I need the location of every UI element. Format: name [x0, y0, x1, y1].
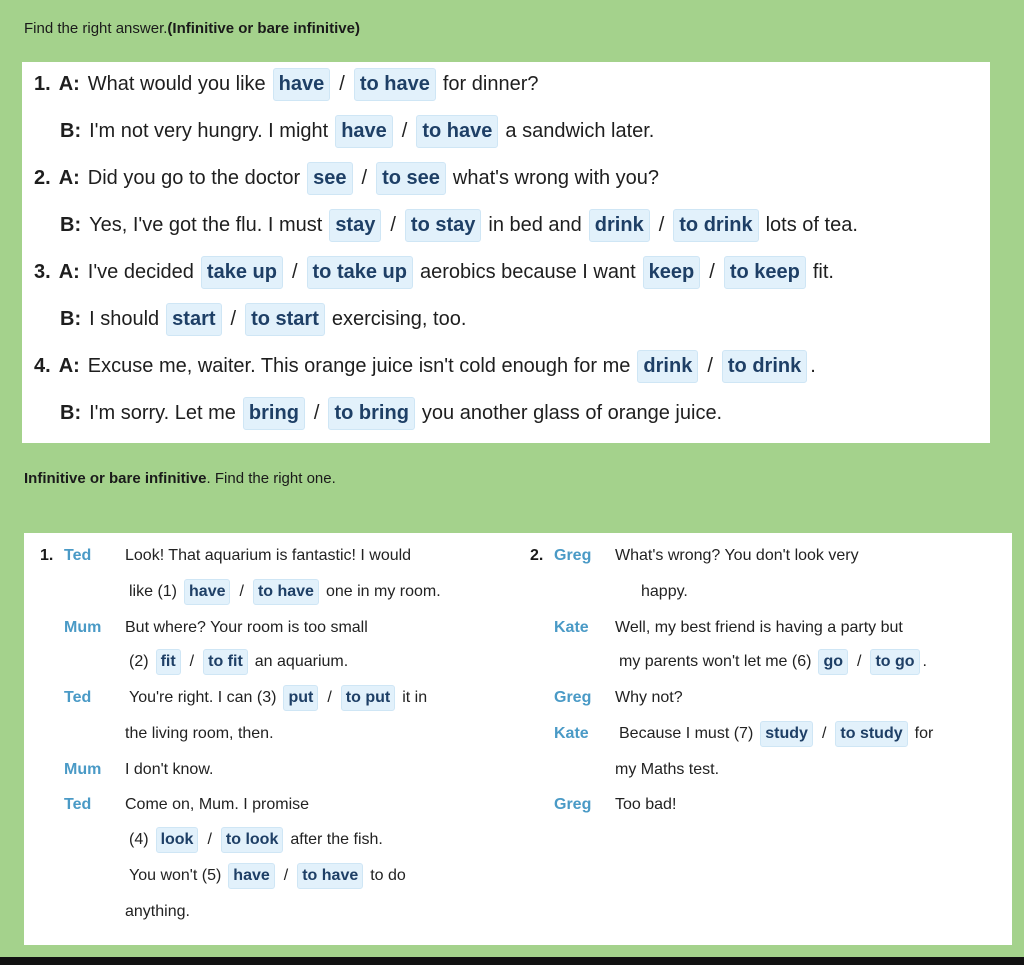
bottom-bar [0, 957, 1024, 965]
option-to-have[interactable]: to have [297, 863, 363, 889]
option-put[interactable]: put [283, 685, 318, 711]
ex1-line-8: B: I'm sorry. Let me bring / to bring you another glass of orange juice. [60, 397, 726, 430]
speaker-mum: Mum [64, 761, 102, 778]
option-to-have[interactable]: to have [253, 579, 319, 605]
dialogue-2-line-7: my Maths test. [615, 761, 720, 778]
ex1-line-1: 1. A: What would you like have / to have for dinner? [34, 68, 542, 101]
option-to-have[interactable]: to have [354, 68, 436, 101]
dialogue-2-line-3: Well, my best friend is having a party but [615, 619, 903, 636]
dialogue-1-line-7: I don't know. [125, 761, 214, 778]
dialogue-2-line-5: Why not? [615, 689, 683, 706]
option-look[interactable]: look [156, 827, 199, 853]
dialogue-1-line-1: Look! That aquarium is fantastic! I would [125, 547, 412, 564]
option-have[interactable]: have [273, 68, 331, 101]
option-to-see[interactable]: to see [376, 162, 446, 195]
dialogue-1-line-10: You won't (5) have / to have to do [125, 863, 410, 889]
option-to-put[interactable]: to put [341, 685, 395, 711]
option-to-drink[interactable]: to drink [673, 209, 758, 242]
option-start[interactable]: start [166, 303, 221, 336]
option-to-study[interactable]: to study [835, 721, 907, 747]
dialogue-2-number: 2. [530, 547, 544, 564]
option-take-up[interactable]: take up [201, 256, 283, 289]
dialogue-1-line-6: the living room, then. [125, 725, 274, 742]
speaker-greg: Greg [554, 547, 592, 564]
speaker-kate: Kate [554, 619, 589, 636]
option-drink[interactable]: drink [589, 209, 650, 242]
dialogue-1-line-11: anything. [125, 903, 190, 920]
option-to-drink[interactable]: to drink [722, 350, 807, 383]
dialogue-2-line-4: my parents won't let me (6) go / to go . [615, 649, 927, 675]
option-to-have[interactable]: to have [416, 115, 498, 148]
ex1-line-7: 4. A: Excuse me, waiter. This orange juice isn't cold enough for me drink / to drink . [34, 350, 816, 383]
option-to-go[interactable]: to go [870, 649, 919, 675]
dialogue-2-line-2: happy. [641, 583, 688, 600]
exercise-1-panel [22, 62, 990, 443]
speaker-ted: Ted [64, 689, 92, 706]
speaker-ted: Ted [64, 796, 92, 813]
speaker-greg: Greg [554, 796, 592, 813]
option-to-fit[interactable]: to fit [203, 649, 248, 675]
dialogue-1-line-2: like (1) have / to have one in my room. [125, 579, 445, 605]
option-to-look[interactable]: to look [221, 827, 283, 853]
ex1-line-6: B: I should start / to start exercising, too. [60, 303, 470, 336]
option-to-start[interactable]: to start [245, 303, 325, 336]
ex1-line-2: B: I'm not very hungry. I might have / to have a sandwich later. [60, 115, 658, 148]
option-see[interactable]: see [307, 162, 352, 195]
option-fit[interactable]: fit [156, 649, 181, 675]
dialogue-2-line-8: Too bad! [615, 796, 677, 813]
option-study[interactable]: study [760, 721, 813, 747]
dialogue-2-line-1: What's wrong? You don't look very [615, 547, 859, 564]
speaker-greg: Greg [554, 689, 592, 706]
option-to-stay[interactable]: to stay [405, 209, 481, 242]
dialogue-1-number: 1. [40, 547, 54, 564]
option-bring[interactable]: bring [243, 397, 305, 430]
option-have[interactable]: have [335, 115, 393, 148]
dialogue-1-line-8: Come on, Mum. I promise [125, 796, 310, 813]
dialogue-1-line-5: You're right. I can (3) put / to put it in [125, 685, 431, 711]
exercise-2-panel [24, 533, 1012, 945]
option-drink[interactable]: drink [637, 350, 698, 383]
dialogue-1-line-4: (2) fit / to fit an aquarium. [125, 649, 352, 675]
option-go[interactable]: go [818, 649, 848, 675]
dialogue-2-line-6: Because I must (7) study / to study for [615, 721, 937, 747]
option-to-bring[interactable]: to bring [328, 397, 414, 430]
speaker-ted: Ted [64, 547, 92, 564]
ex1-line-5: 3. A: I've decided take up / to take up aerobics because I want keep / to keep fit. [34, 256, 838, 289]
option-keep[interactable]: keep [643, 256, 701, 289]
ex1-line-3: 2. A: Did you go to the doctor see / to see what's wrong with you? [34, 162, 663, 195]
option-have[interactable]: have [184, 579, 230, 605]
option-to-keep[interactable]: to keep [724, 256, 806, 289]
exercise-2-instruction: Infinitive or bare infinitive. Find the right one. [24, 470, 336, 487]
option-have[interactable]: have [228, 863, 274, 889]
speaker-mum: Mum [64, 619, 102, 636]
option-to-take-up[interactable]: to take up [307, 256, 413, 289]
ex1-line-4: B: Yes, I've got the flu. I must stay / to stay in bed and drink / to drink lots of tea. [60, 209, 862, 242]
dialogue-1-line-9: (4) look / to look after the fish. [125, 827, 387, 853]
option-stay[interactable]: stay [329, 209, 381, 242]
speaker-kate: Kate [554, 725, 589, 742]
exercise-1-instruction: Find the right answer.(Infinitive or bare infinitive) [24, 20, 360, 37]
dialogue-1-line-3: But where? Your room is too small [125, 619, 368, 636]
